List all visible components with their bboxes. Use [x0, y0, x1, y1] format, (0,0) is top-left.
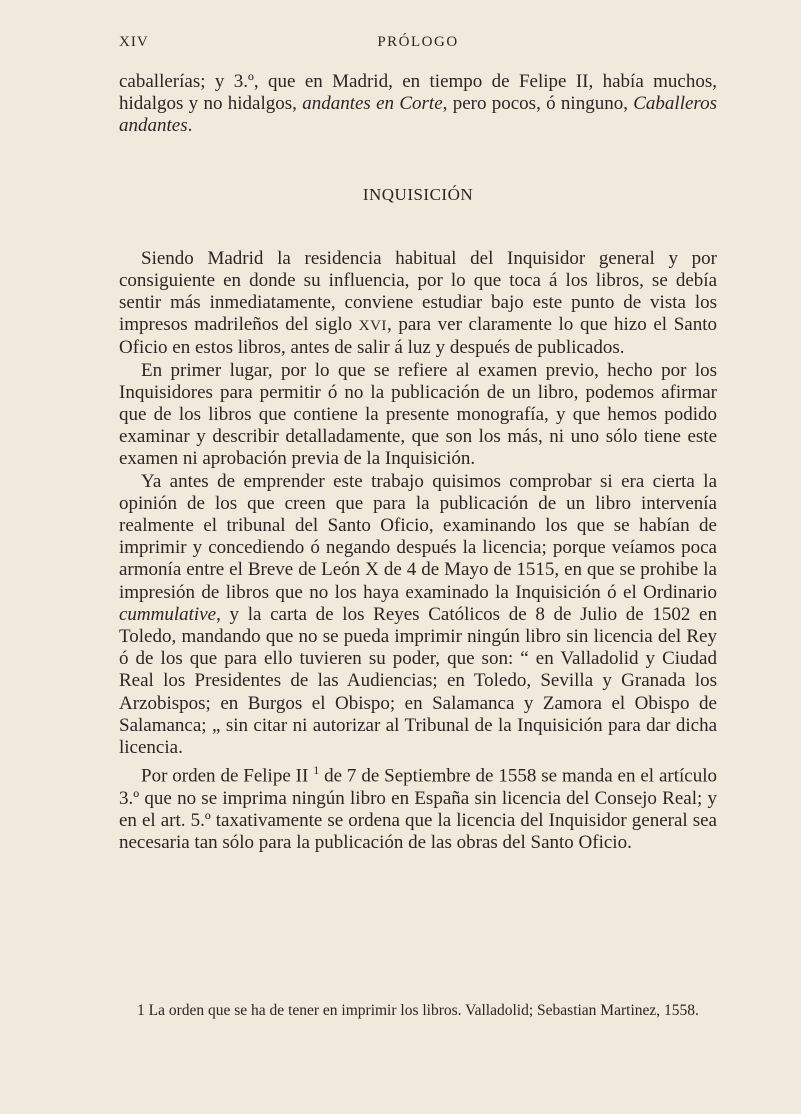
paragraph-2: En primer lugar, por lo que se refiere al examen previo, hecho por los Inquisidores para permitir ó no la publicación de un libro, podemos afirmar que de los libros que contiene la presente monografía, y que hemos podido examinar y describir detalladamente, que son los más, ni uno sólo tiene este examen ni aprobación previa de la Inquisición. [119, 359, 717, 470]
footnote-marker: 1 [313, 763, 320, 778]
body-text [119, 71, 717, 854]
page-header [119, 34, 717, 58]
section-heading: INQUISICIÓN [362, 184, 474, 204]
page-number: XIV [119, 34, 149, 50]
running-title: PRÓLOGO [377, 34, 459, 50]
paragraph-3: Ya antes de emprender este trabajo quisimos comprobar si era cierta la opinión de los que creen que para la publicación de un libro intervenía realmente el tribunal del Santo Oficio, examinando los que se habían de imprimir y concediendo ó negando después la licencia; porque veíamos poca armonía entre el Breve de León X de 4 de Mayo de 1515, en que se prohibe la impresión de libros que no los haya examinado la Inquisición ó el Ordinario cummulative, y la carta de los Reyes Católicos de 8 de Julio de 1502 en Toledo, mandando que no se pueda imprimir ningún libro sin licencia del Rey ó de los que para ello tuvieren su poder, que son: “ en Valladolid y Ciudad Real los Presidentes de las Audiencias; en Toledo, Sevilla y Granada los Arzobispos; en Burgos el Obispo; en Salamanca y Zamora el Obispo de Salamanca; „ sin citar ni autorizar al Tribunal de la Inquisición para dar dicha licencia. [119, 470, 717, 759]
paragraph-1: Siendo Madrid la residencia habitual del Inquisidor general y por consiguiente en donde su influencia, por lo que toca á los libros, se debía sentir más inmediatamente, conviene estudiar bajo este punto de vista los impresos madrileños del siglo XVI, para ver claramente lo que hizo el Santo Oficio en estos libros, antes de salir á luz y después de publicados. [119, 247, 717, 359]
footnote: 1 La orden que se ha de tener en imprimir los libros. Valladolid; Sebastian Martinez, 1558. [137, 1002, 699, 1019]
paragraph-continuation: caballerías; y 3.º, que en Madrid, en tiempo de Felipe II, había muchos, hidalgos y no hidalgos, andantes en Corte, pero pocos, ó ninguno, Caballeros andantes. [119, 71, 717, 137]
paragraph-4: Por orden de Felipe II $^1$ de 7 de Septiembre de 1558 se manda en el artículo 3.º que no se imprima ningún libro en España sin licencia del Consejo Real; y en el art. 5.º taxativamente se ordena que la licencia del Inquisidor general sea necesaria tan sólo para la publicación de las obras del Santo Oficio. [119, 763, 717, 854]
